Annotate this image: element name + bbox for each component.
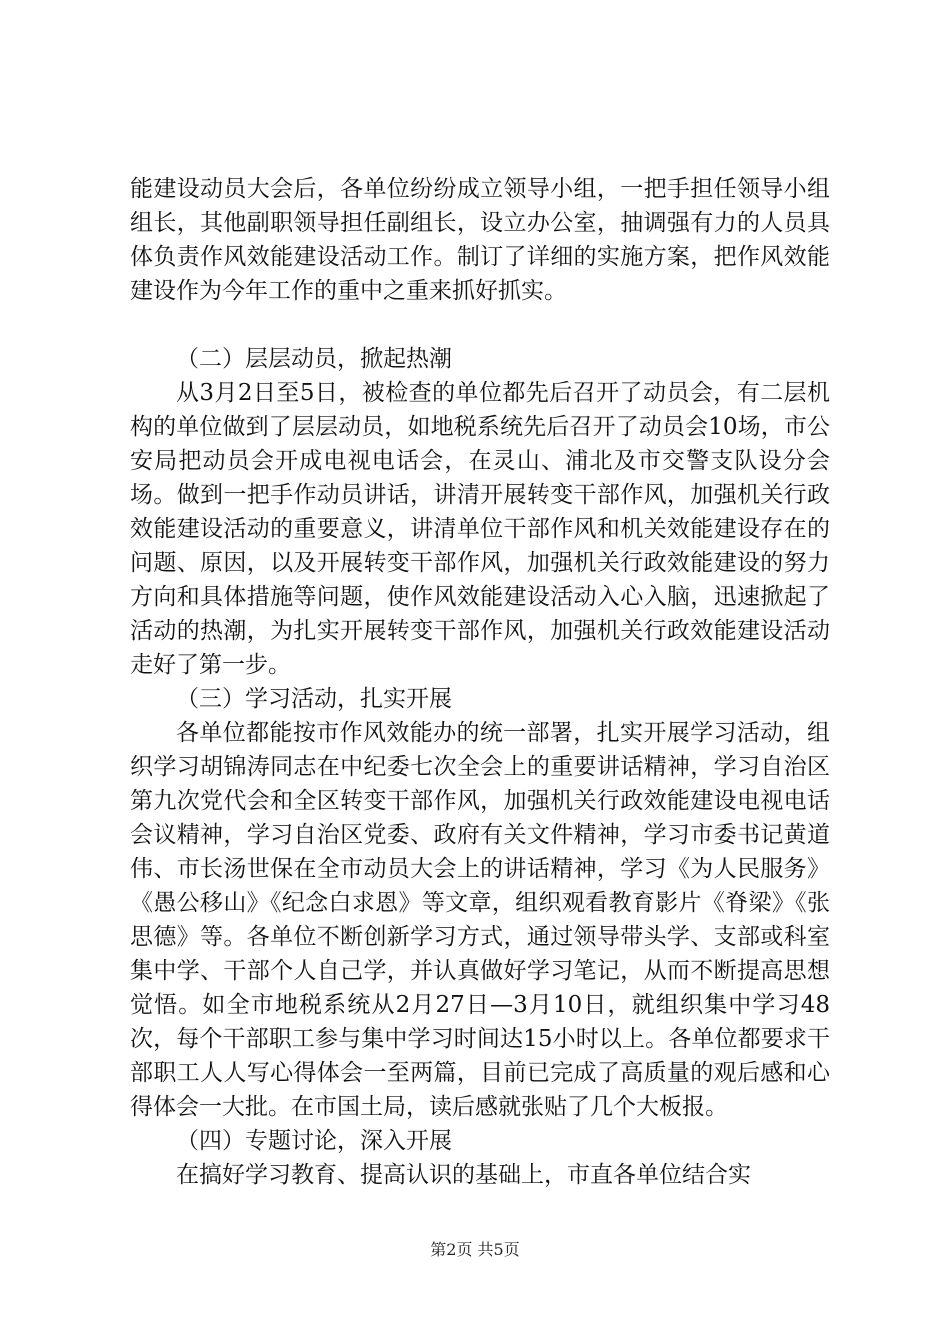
paragraph-3: 各单位都能按市作风效能办的统一部署，扎实开展学习活动，组织学习胡锦涛同志在中纪委七次全会上的重要讲话精神，学习自治区第九次党代会和全区转变干部作风，加强机关行政效能建设电视电话会议精神，学习自治区党委、政府有关文件精神，学习市委书记黄道伟、市长汤世保在全市动员大会上的讲话精神，学习《为人民服务》《愚公移山》《纪念白求恩》等文章，组织观看教育影片《脊梁》《张思德》等。各单位不断创新学习方式，通过领导带头学、支部或科室集中学、干部个人自己学，并认真做好学习笔记，从而不断提高思想觉悟。如全市地税系统从2月27日—3月10日，就组织集中学习48次，每个干部职工参与集中学习时间达15小时以上。各单位都要求干部职工人人写心得体会一至两篇，目前已完成了高质量的观后感和心得体会一大批。在市国土局，读后感就张贴了几个大板报。: [130, 720, 830, 1120]
section-heading-2: （二）层层动员，掀起热潮: [176, 346, 452, 372]
paragraph-4: 在搞好学习教育、提高认识的基础上，市直各单位结合实: [176, 1162, 751, 1188]
section-heading-3: （三）学习活动，扎实开展: [176, 686, 452, 712]
paragraph-gap: [130, 308, 830, 342]
section-heading-4: （四）专题讨论，深入开展: [176, 1128, 452, 1154]
paragraph-2: 从3月2日至5日，被检查的单位都先后召开了动员会，有二层机构的单位做到了层层动员，如地税系统先后召开了动员会10场，市公安局把动员会开成电视电话会，在灵山、浦北及市交警支队设分会场。做到一把手作动员讲话，讲清开展转变干部作风，加强机关行政效能建设活动的重要意义，讲清单位干部作风和机关效能建设存在的问题、原因，以及开展转变干部作风，加强机关行政效能建设的努力方向和具体措施等问题，使作风效能建设活动入心入脑，迅速掀起了活动的热潮，为扎实开展转变干部作风，加强机关行政效能建设活动走好了第一步。: [130, 380, 830, 678]
page-number-footer: 第2页 共5页: [430, 1240, 520, 1259]
paragraph-1: 能建设动员大会后，各单位纷纷成立领导小组，一把手担任领导小组组长，其他副职领导担任副组长，设立办公室，抽调强有力的人员具体负责作风效能建设活动工作。制订了详细的实施方案，把作风效能建设作为今年工作的重中之重来抓好抓实。: [130, 176, 830, 304]
document-body: [130, 172, 830, 1192]
